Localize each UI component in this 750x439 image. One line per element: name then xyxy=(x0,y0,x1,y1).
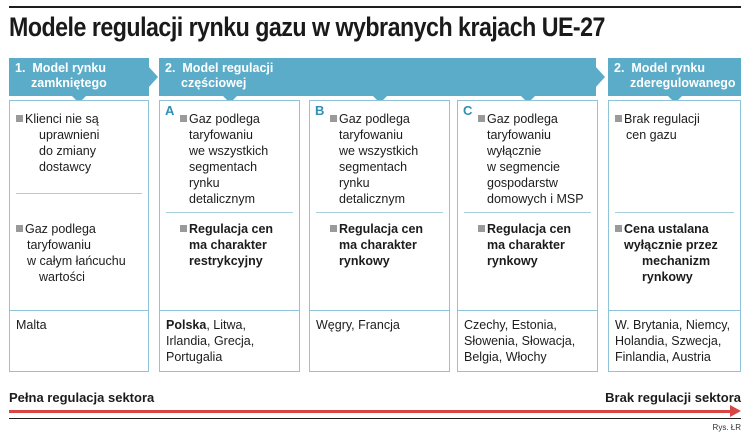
scale-label-right: Brak regulacji sektora xyxy=(605,390,741,405)
separator xyxy=(16,193,142,194)
text-block-2: Regulacja cen ma charakter rynkowy xyxy=(327,221,423,269)
header-line1: 2. Model rynku xyxy=(614,61,706,75)
text-block-2: Regulacja cen ma charakter restrykcyjny xyxy=(177,221,273,269)
square-bullet-icon xyxy=(615,225,622,232)
text-block-1: Gaz podlega taryfowaniu we wszystkich segmentach rynku detalicznym xyxy=(177,111,268,207)
separator xyxy=(464,212,591,213)
square-bullet-icon xyxy=(330,115,337,122)
country-list: Portugalia xyxy=(166,350,223,364)
country-box-deregulated xyxy=(608,310,741,372)
column-deregulated-market xyxy=(608,58,741,364)
column-closed-market xyxy=(9,58,149,332)
square-bullet-icon xyxy=(478,115,485,122)
column-partial-regulation xyxy=(159,58,596,96)
country-box-c xyxy=(457,310,598,372)
square-bullet-icon xyxy=(180,115,187,122)
country-list: W. Brytania, Niemcy, xyxy=(615,318,731,332)
country-list: Czechy, Estonia, xyxy=(464,318,557,332)
header-line1: 2. Model regulacji xyxy=(165,61,274,75)
text-block-1: Gaz podlega taryfowaniu we wszystkich segmentach rynku detalicznym xyxy=(327,111,418,207)
header-deregulated-market xyxy=(608,58,741,96)
separator xyxy=(615,212,734,213)
header-line2: zamkniętego xyxy=(31,76,107,90)
square-bullet-icon xyxy=(330,225,337,232)
country-list: Finlandia, Austria xyxy=(615,350,711,364)
header-arrow xyxy=(595,66,605,88)
country-list: Węgry, Francja xyxy=(316,318,400,332)
text-block-2: Regulacja cen ma charakter rynkowy xyxy=(475,221,571,269)
header-partial-regulation xyxy=(159,58,596,96)
square-bullet-icon xyxy=(16,225,23,232)
sub-label-c: C xyxy=(463,103,473,118)
top-rule xyxy=(9,6,741,8)
header-closed-market xyxy=(9,58,149,96)
scale-label-left: Pełna regulacja sektora xyxy=(9,390,155,405)
square-bullet-icon xyxy=(615,115,622,122)
country-list: Belgia, Włochy xyxy=(464,350,547,364)
sub-label-b: B xyxy=(315,103,325,118)
text-block-1: Gaz podlega taryfowaniu wyłącznie w segmencie gospodarstw domowych i MSP xyxy=(475,111,584,207)
country-list: Słowenia, Słowacja, xyxy=(464,334,576,348)
country-list: Holandia, Szwecja, xyxy=(615,334,722,348)
text-block-1: Klienci nie są uprawnieni do zmiany dostawcy xyxy=(13,111,99,175)
text-block-1: Brak regulacji cen gazu xyxy=(612,111,700,143)
arrow-right-icon xyxy=(730,405,741,417)
country-box-a xyxy=(159,310,300,372)
square-bullet-icon xyxy=(16,115,23,122)
country-box-closed-market xyxy=(9,310,149,372)
scale-arrow-line xyxy=(9,410,732,413)
text-block-2: Gaz podlega taryfowaniu w całym łańcuchu wartości xyxy=(13,221,126,285)
square-bullet-icon xyxy=(478,225,485,232)
sub-label-a: A xyxy=(165,103,175,118)
text-block-2: Cena ustalana wyłącznie przez mechanizm rynkowy xyxy=(612,221,718,285)
country-box-b xyxy=(309,310,450,372)
country-list: Polska, Litwa, xyxy=(166,318,246,332)
page-title: Modele regulacji rynku gazu w wybranych krajach UE-27 xyxy=(9,12,605,42)
square-bullet-icon xyxy=(180,225,187,232)
figure-credit: Rys. ŁR xyxy=(712,423,741,432)
country-list: Irlandia, Grecja, xyxy=(166,334,255,348)
header-line1: 1. Model rynku xyxy=(15,61,107,75)
header-line2: zderegulowanego xyxy=(630,76,736,90)
header-line2: częściowej xyxy=(181,76,247,90)
separator xyxy=(316,212,443,213)
bottom-rule xyxy=(9,418,741,419)
separator xyxy=(166,212,293,213)
header-arrow xyxy=(148,66,158,88)
country-list: Malta xyxy=(16,318,47,332)
